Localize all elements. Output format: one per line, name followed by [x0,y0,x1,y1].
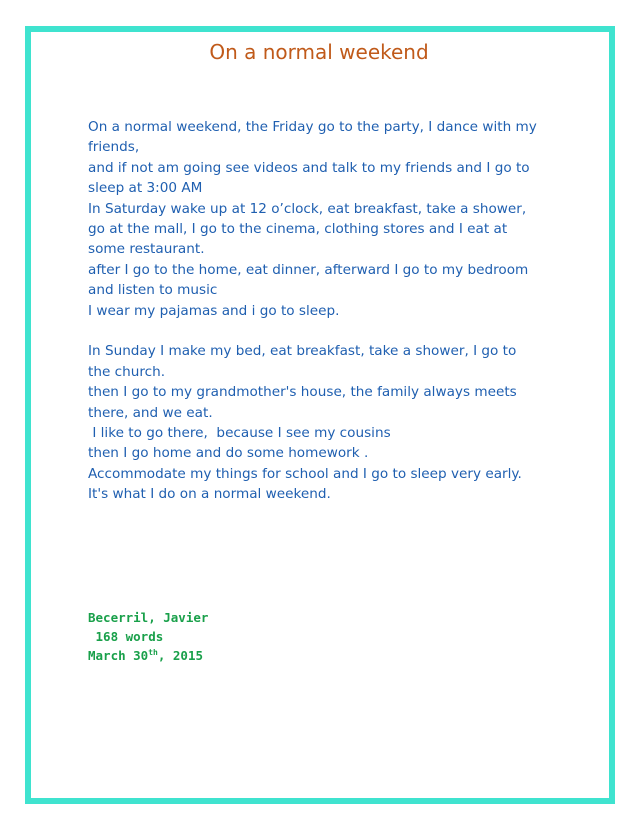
text-line: friends, [88,139,140,156]
text-line: sleep at 3:00 AM [88,180,203,197]
text-line: then I go home and do some homework . [88,445,369,462]
date [88,646,208,665]
text-line: and listen to music [88,282,218,299]
signature-block [88,608,208,665]
text-line: I like to go there, because I see my cousins [88,425,391,442]
document-title: On a normal weekend [209,40,429,64]
author-name: Becerril, Javier [88,610,209,625]
text-line: It's what I do on a normal weekend. [88,486,331,503]
text-line: I wear my pajamas and i go to sleep. [88,302,340,319]
date-prefix: March 30 [88,648,149,663]
text-line: In Saturday wake up at 12 o’clock, eat breakfast, take a shower, [88,200,527,217]
document-body [88,117,558,505]
text-line: On a normal weekend, the Friday go to the party, I dance with my [88,119,537,135]
paragraph-saturday [88,117,558,321]
text-line: and if not am going see videos and talk to my friends and I go to [88,159,530,176]
text-line: go at the mall, I go to the cinema, clothing stores and I eat at [88,221,508,238]
text-line: there, and we eat. [88,404,213,421]
text-line: some restaurant. [88,241,205,258]
paragraph-sunday [88,341,558,504]
text-line: then I go to my grandmother's house, the family always meets [88,384,517,401]
date-ordinal-suffix: th [148,647,158,657]
text-line: Accommodate my things for school and I go to sleep very early. [88,465,522,482]
text-line: the church. [88,363,166,380]
date-year: , 2015 [157,648,204,663]
word-count: 168 words [88,629,164,644]
paragraph-gap [88,321,558,341]
text-line: In Sunday I make my bed, eat breakfast, take a shower, I go to [88,343,517,360]
text-line: after I go to the home, eat dinner, afterward I go to my bedroom [88,261,529,278]
